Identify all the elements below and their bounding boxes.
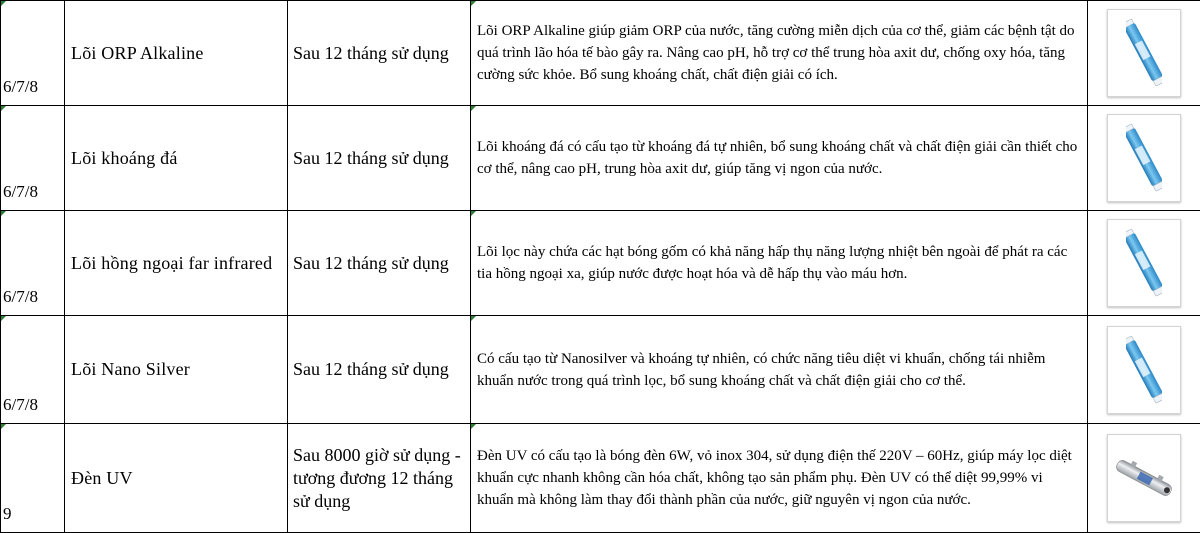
part-description: Lõi khoáng đá có cấu tạo từ khoáng đá tự nhiên, bổ sung khoáng chất và chất điện giải cần thiết cho cơ thể, nâng cao pH, trung hòa axit dư, giúp tăng vị ngon của nước.: [471, 106, 1088, 211]
replacement-period: Sau 12 tháng sử dụng: [288, 211, 471, 316]
part-description: Lõi lọc này chứa các hạt bóng gốm có khả năng hấp thụ năng lượng nhiệt bên ngoài để phát ra các tia hồng ngoại xa, giúp nước được hoạt hóa và dễ hấp thụ vào máu hơn.: [471, 211, 1088, 316]
table-row: [1, 211, 1200, 316]
row-number: 6/7/8: [1, 316, 65, 424]
blue-filter-cartridge-image: [1107, 219, 1181, 307]
part-name: Lõi Nano Silver: [65, 316, 288, 424]
replacement-period: Sau 12 tháng sử dụng: [288, 316, 471, 424]
blue-filter-cartridge-image: [1107, 326, 1181, 414]
table-row: [1, 106, 1200, 211]
part-name: Lõi hồng ngoại far infrared: [65, 211, 288, 316]
cartridge-icon: [1126, 225, 1162, 301]
cartridge-icon: [1126, 15, 1162, 91]
uv-lamp-image: [1107, 434, 1181, 522]
row-number: 9: [1, 424, 65, 533]
part-description: Đèn UV có cấu tạo là bóng đèn 6W, vỏ inox 304, sử dụng điện thế 220V – 60Hz, giúp máy lọc diệt khuẩn cực nhanh không cần hóa chất, không tạo sản phẩm phụ. Đèn UV có thể diệt 99,99% vi khuẩn mà không làm thay đổi thành phần của nước, giữ nguyên vị ngon của nước.: [471, 424, 1088, 533]
replacement-period: Sau 8000 giờ sử dụng - tương đương 12 tháng sử dụng: [288, 424, 471, 533]
table-row: [1, 1, 1200, 106]
replacement-period: Sau 12 tháng sử dụng: [288, 1, 471, 106]
part-name: Đèn UV: [65, 424, 288, 533]
table-row: [1, 316, 1200, 424]
part-description: Có cấu tạo từ Nanosilver và khoáng tự nhiên, có chức năng tiêu diệt vi khuẩn, chống tái nhiễm khuẩn nước trong quá trình lọc, bổ sung khoáng chất và chất điện giải cho cơ thể.: [471, 316, 1088, 424]
part-name: Lõi khoáng đá: [65, 106, 288, 211]
table-row: [1, 424, 1200, 533]
replacement-period: Sau 12 tháng sử dụng: [288, 106, 471, 211]
blue-filter-cartridge-image: [1107, 114, 1181, 202]
row-number: 6/7/8: [1, 106, 65, 211]
row-number: 6/7/8: [1, 1, 65, 106]
part-name: Lõi ORP Alkaline: [65, 1, 288, 106]
part-description: Lõi ORP Alkaline giúp giảm ORP của nước, tăng cường miễn dịch của cơ thể, giảm các bệnh tật do quá trình lão hóa tế bào gây ra. Nâng cao pH, hỗ trợ cơ thể trung hòa axit dư, chống oxy hóa, tăng cường sức khỏe. Bổ sung khoáng chất, chất điện giải có ích.: [471, 1, 1088, 106]
uv-lamp-icon: [1112, 443, 1176, 513]
cartridge-icon: [1126, 120, 1162, 196]
cartridge-icon: [1126, 332, 1162, 408]
blue-filter-cartridge-image: [1107, 9, 1181, 97]
row-number: 6/7/8: [1, 211, 65, 316]
